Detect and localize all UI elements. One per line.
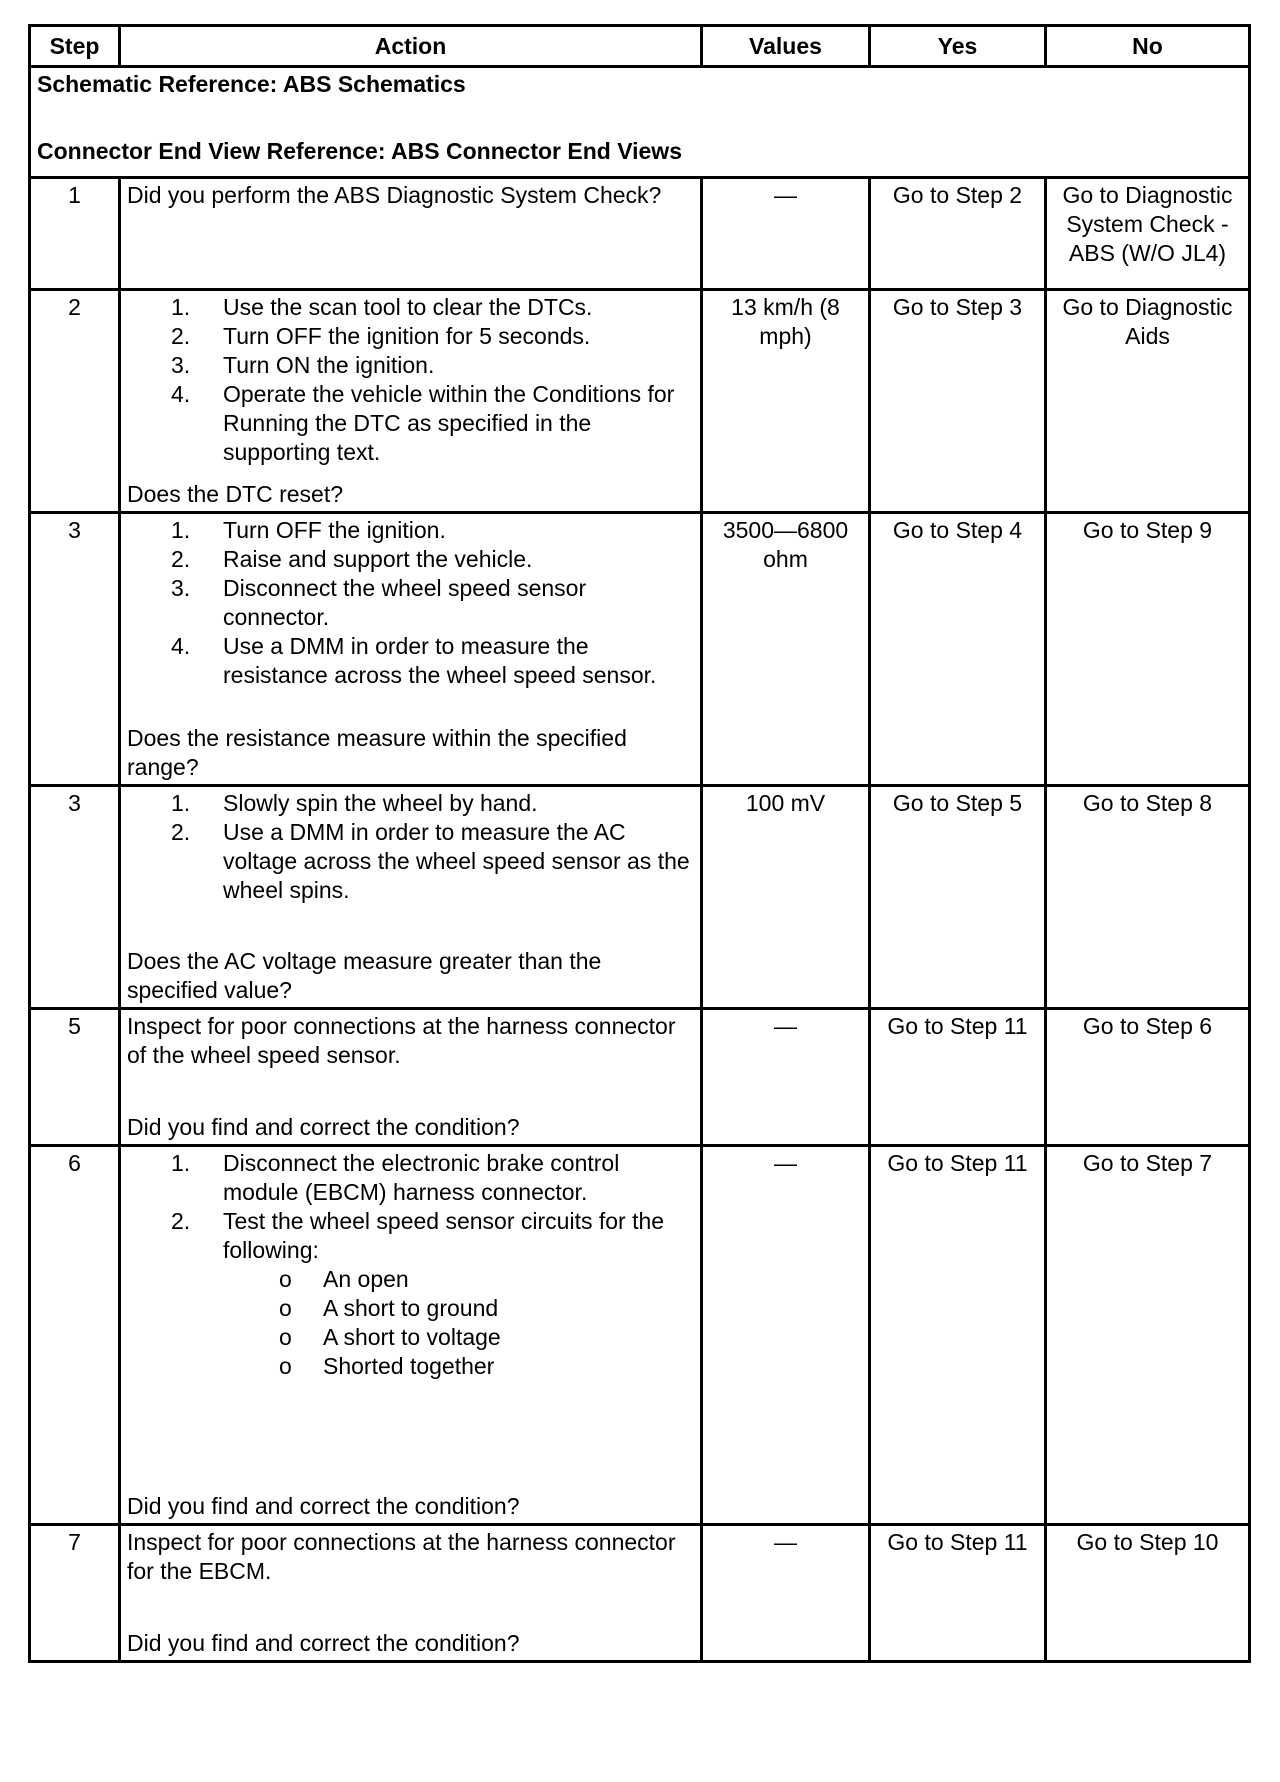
action-step: Disconnect the electronic brake control module (EBCM) harness connector.	[223, 1150, 620, 1205]
step-number: 3	[30, 513, 120, 786]
header-values: Values	[702, 26, 870, 67]
sub-item: o Shorted together	[323, 1352, 694, 1381]
yes-cell: Go to Step 11	[870, 1009, 1046, 1146]
header-action: Action	[120, 26, 702, 67]
table-row	[30, 1146, 1250, 1525]
action-step: Turn OFF the ignition for 5 seconds.	[223, 323, 591, 349]
action-question: Did you find and correct the condition?	[127, 1630, 520, 1656]
table-row	[30, 786, 1250, 1009]
yes-cell: Go to Step 11	[870, 1525, 1046, 1662]
value-cell: 100 mV	[702, 786, 870, 1009]
table-row	[30, 1525, 1250, 1662]
action-cell	[120, 290, 702, 513]
sub-item: o A short to ground	[323, 1294, 694, 1323]
step-number: 5	[30, 1009, 120, 1146]
table-row	[30, 513, 1250, 786]
step-number: 2	[30, 290, 120, 513]
header-yes: Yes	[870, 26, 1046, 67]
action-step: Use the scan tool to clear the DTCs.	[223, 294, 593, 320]
value-cell: —	[702, 178, 870, 290]
action-cell	[120, 513, 702, 786]
action-steps	[127, 789, 694, 905]
action-step: Turn OFF the ignition.	[223, 517, 446, 543]
step-number: 3	[30, 786, 120, 1009]
value-cell: 3500—6800 ohm	[702, 513, 870, 786]
action-cell	[120, 1146, 702, 1525]
no-cell: Go to Step 10	[1046, 1525, 1250, 1662]
value-cell: —	[702, 1146, 870, 1525]
schematic-reference: Schematic Reference: ABS Schematics	[37, 71, 466, 97]
sub-item: o A short to voltage	[323, 1323, 694, 1352]
action-cell	[120, 178, 702, 290]
sub-item: o An open	[323, 1265, 694, 1294]
value-cell: —	[702, 1525, 870, 1662]
action-question: Does the DTC reset?	[127, 481, 344, 507]
action-steps	[127, 516, 694, 690]
action-text: Did you perform the ABS Diagnostic System Check?	[127, 182, 662, 208]
action-step-text: Test the wheel speed sensor circuits for the following:	[223, 1208, 665, 1263]
header-no: No	[1046, 26, 1250, 67]
action-question: Does the AC voltage measure greater than the specified value?	[127, 948, 602, 1003]
table-row	[30, 290, 1250, 513]
action-steps	[127, 293, 694, 467]
no-cell: Go to Diagnostic Aids	[1046, 290, 1250, 513]
action-question: Did you find and correct the condition?	[127, 1493, 520, 1519]
action-text: Inspect for poor connections at the harness connector for the EBCM.	[127, 1529, 676, 1584]
yes-cell: Go to Step 2	[870, 178, 1046, 290]
reference-cell	[30, 67, 1250, 178]
action-step: Slowly spin the wheel by hand.	[223, 790, 538, 816]
action-step: Operate the vehicle within the Conditions for Running the DTC as specified in the supporting text.	[223, 381, 675, 465]
step-number: 6	[30, 1146, 120, 1525]
action-cell	[120, 786, 702, 1009]
action-step: Raise and support the vehicle.	[223, 546, 533, 572]
action-step: Disconnect the wheel speed sensor connector.	[223, 575, 587, 630]
step-number: 7	[30, 1525, 120, 1662]
action-step	[223, 1207, 694, 1381]
header-row	[30, 26, 1250, 67]
no-cell: Go to Diagnostic System Check - ABS (W/O JL4)	[1046, 178, 1250, 290]
value-cell: —	[702, 1009, 870, 1146]
sub-list	[223, 1265, 694, 1381]
action-step: Turn ON the ignition.	[223, 352, 435, 378]
action-cell	[120, 1009, 702, 1146]
yes-cell: Go to Step 3	[870, 290, 1046, 513]
action-cell	[120, 1525, 702, 1662]
no-cell: Go to Step 7	[1046, 1146, 1250, 1525]
step-number: 1	[30, 178, 120, 290]
header-step: Step	[30, 26, 120, 67]
value-cell: 13 km/h (8 mph)	[702, 290, 870, 513]
no-cell: Go to Step 6	[1046, 1009, 1250, 1146]
reference-row	[30, 67, 1250, 178]
table-row	[30, 1009, 1250, 1146]
action-step: Use a DMM in order to measure the resistance across the wheel speed sensor.	[223, 633, 657, 688]
action-steps	[127, 1149, 694, 1381]
action-text: Inspect for poor connections at the harness connector of the wheel speed sensor.	[127, 1013, 676, 1068]
action-question: Did you find and correct the condition?	[127, 1114, 520, 1140]
action-question: Does the resistance measure within the specified range?	[127, 725, 627, 780]
yes-cell: Go to Step 5	[870, 786, 1046, 1009]
table-row	[30, 178, 1250, 290]
no-cell: Go to Step 9	[1046, 513, 1250, 786]
action-step: Use a DMM in order to measure the AC voltage across the wheel speed sensor as the wheel spins.	[223, 819, 690, 903]
diagnostic-table	[28, 24, 1251, 1663]
yes-cell: Go to Step 4	[870, 513, 1046, 786]
no-cell: Go to Step 8	[1046, 786, 1250, 1009]
connector-reference: Connector End View Reference: ABS Connector End Views	[37, 138, 682, 164]
yes-cell: Go to Step 11	[870, 1146, 1046, 1525]
